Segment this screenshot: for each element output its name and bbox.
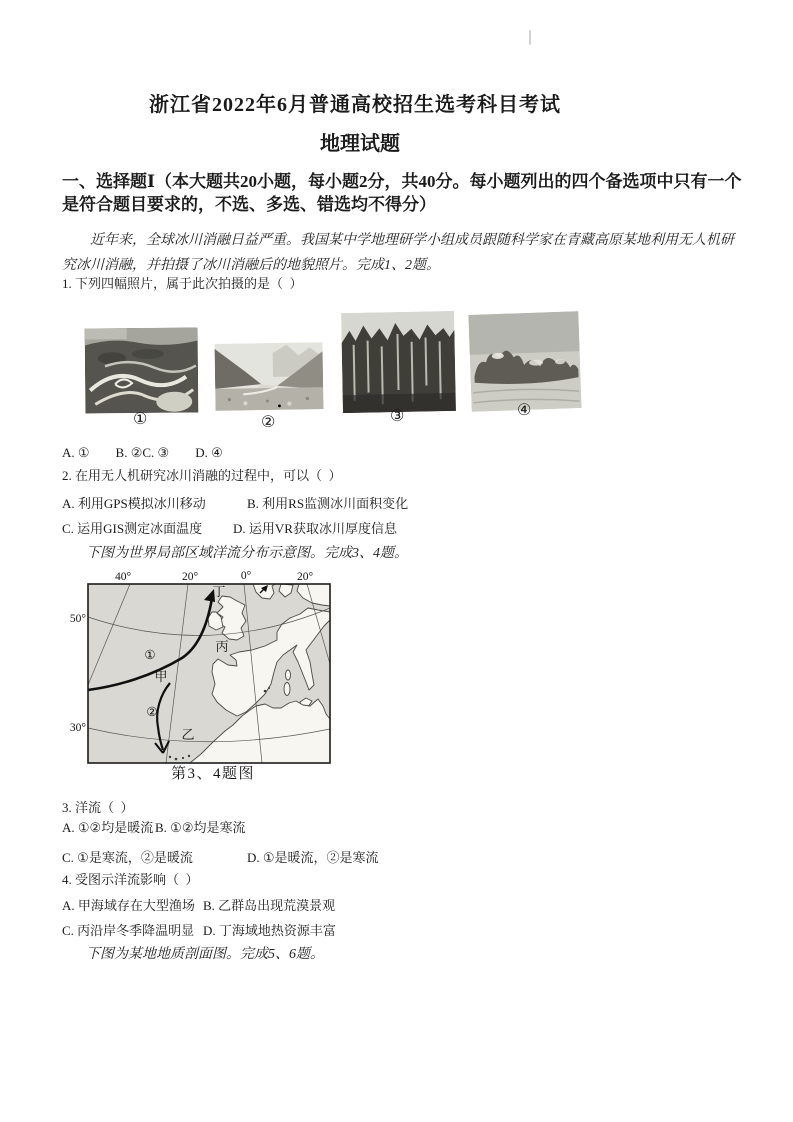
question-2-option-b: B. 利用RS监测冰川面积变化: [247, 496, 409, 511]
question-4-option-d: D. 丁海域地热资源丰富: [203, 923, 336, 938]
page-subtitle: 地理试题: [320, 133, 400, 155]
latitude-labels: [70, 613, 87, 734]
photo-4-yardang-landforms: [468, 311, 581, 412]
question-4-option-a: A. 甲海域存在大型渔场: [62, 898, 195, 913]
question-2-option-a: A. 利用GPS模拟冰川移动: [62, 496, 206, 511]
intro-paragraph-q5-q6: 下图为某地地质剖面图。完成5、6题。: [86, 947, 324, 962]
label-ding: 丁: [212, 584, 226, 599]
intro-paragraph-q3-q4: 下图为世界局部区域洋流分布示意图。完成3、4题。: [86, 546, 408, 561]
page-title: 浙江省2022年6月普通高校招生选考科目考试: [149, 94, 561, 116]
question-4-stem: 4. 受图示洋流影响（ ）: [62, 872, 199, 887]
section-1-heading: 一、选择题Ⅰ（本大题共20小题，每小题2分，共40分。每小题列出的四个备选项中只有一个是符合题目要求的，不选、多选、错选均不得分）: [62, 172, 742, 214]
lon-label-40w: 40°: [114, 571, 132, 583]
ocean-current-map: [60, 566, 340, 782]
question-3-option-d: D. ①是暖流，②是寒流: [247, 850, 379, 865]
question-1-stem: 1. 下列四幅照片，属于此次拍摄的是（ ）: [62, 276, 303, 291]
question-2-option-d: D. 运用VR获取冰川厚度信息: [233, 521, 397, 536]
lon-label-0: 0°: [240, 570, 252, 582]
label-jia: 甲: [154, 669, 168, 684]
lat-label-50n: 50°: [69, 613, 86, 625]
question-4-option-c: C. 丙沿岸冬季降温明显: [62, 923, 195, 938]
lat-label-30n: 30°: [69, 722, 86, 734]
longitude-labels: [115, 570, 314, 583]
photo-2-label: ②: [261, 414, 276, 431]
photo-2-glacial-valley: [214, 342, 323, 411]
map-caption: 第3、4题图: [170, 766, 256, 782]
photo-1-braided-meltwater-channels: [85, 328, 199, 414]
question-2-stem: 2. 在用无人机研究冰川消融的过程中，可以（ ）: [62, 468, 342, 483]
label-current-1: ①: [144, 648, 156, 662]
lon-label-20e: 20°: [296, 571, 314, 583]
question-3-option-a: A. ①②均是暖流: [62, 820, 154, 835]
question-3-option-b: B. ①②均是寒流: [155, 820, 246, 835]
photo-4-label: ④: [517, 402, 532, 419]
lon-label-20w: 20°: [181, 571, 199, 583]
question-2-option-c: C. 运用GIS测定冰面温度: [62, 521, 203, 536]
scan-artifact-mark: [529, 30, 531, 45]
label-current-2: ②: [146, 705, 158, 719]
photo-3-label: ③: [390, 408, 405, 425]
question-3-option-c: C. ①是寒流，②是暖流: [62, 850, 193, 865]
photo-1-label: ①: [133, 411, 148, 428]
label-yi: 乙: [181, 727, 195, 742]
question-1-options: A. ① B. ②C. ③ D. ④: [62, 445, 223, 460]
intro-paragraph-q1-q2: 近年来，全球冰川消融日益严重。我国某中学地理研学小组成员跟随科学家在青藏高原某地利用无人机研究冰川消融，并拍摄了冰川消融后的地貌照片。完成1、2题。: [62, 233, 734, 273]
question-4-option-b: B. 乙群岛出现荒漠景观: [203, 898, 336, 913]
photo-3-stone-forest: [341, 311, 456, 413]
question-3-stem: 3. 洋流（ ）: [62, 800, 134, 815]
label-bing: 丙: [215, 639, 229, 654]
